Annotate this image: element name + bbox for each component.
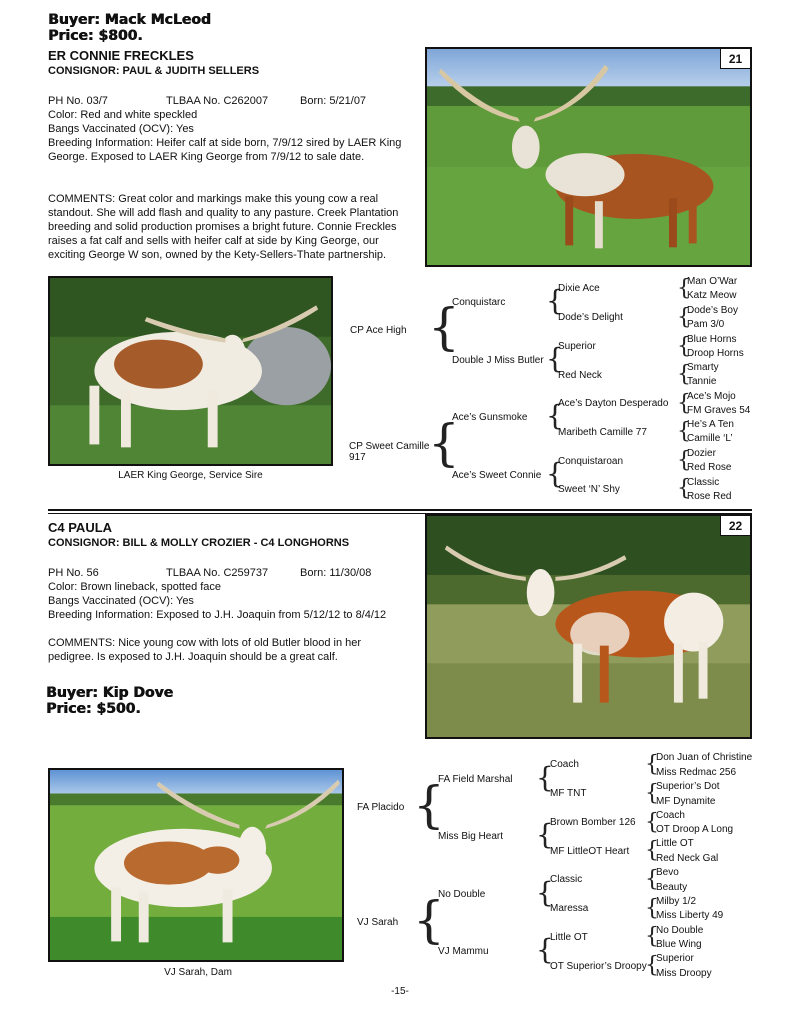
- pedigree-bracket: {: [645, 924, 659, 949]
- birth-date: Born: 5/21/07: [300, 95, 367, 107]
- animal-name: ER CONNIE FRECKLES: [48, 48, 194, 63]
- pedigree-g3: Classic: [550, 874, 583, 885]
- pedigree-bracket: {: [546, 457, 564, 490]
- pedigree-g2: Miss Big Heart: [438, 831, 504, 842]
- pedigree-bracket: {: [677, 448, 691, 473]
- pedigree-g2: Double J Miss Butler: [452, 355, 544, 366]
- pedigree-g4: Katz Meow: [687, 290, 737, 301]
- pedigree-g4: Beauty: [656, 882, 688, 893]
- pedigree-g3: Maressa: [550, 903, 589, 914]
- pedigree-bracket: {: [677, 334, 691, 359]
- pedigree-sire: FA Placido: [357, 802, 405, 813]
- pedigree-g4: Superior: [656, 953, 694, 964]
- lot-photo: [425, 47, 752, 267]
- pedigree-bracket: {: [428, 414, 460, 472]
- animal-details: [48, 94, 418, 164]
- pedigree-g3: Dixie Ace: [558, 283, 600, 294]
- bangs-vaccinated: Bangs Vaccinated (OCV): Yes: [48, 595, 194, 607]
- pedigree-g2: Ace’s Gunsmoke: [452, 412, 528, 423]
- pedigree-g4: Bevo: [656, 867, 679, 878]
- pedigree-dam: CP Sweet Camille 917: [349, 441, 430, 463]
- ph-number: PH No. 56: [48, 567, 99, 579]
- sire-photo: [48, 276, 333, 466]
- pedigree-g4: Miss Redmac 256: [656, 767, 737, 778]
- pedigree-g4: FM Graves 54: [687, 405, 751, 416]
- pedigree-bracket: {: [546, 342, 564, 375]
- birth-date: Born: 11/30/08: [300, 567, 372, 579]
- dam-photo: [48, 768, 344, 962]
- pedigree-bracket: {: [536, 818, 554, 851]
- pedigree-bracket: {: [677, 419, 691, 444]
- pedigree-bracket: {: [428, 298, 460, 356]
- pedigree-bracket: {: [677, 391, 691, 416]
- color: Color: Brown lineback, spotted face: [48, 581, 222, 593]
- pedigree-g2: Ace’s Sweet Connie: [452, 470, 542, 481]
- buyer-name: Buyer: Kip Dove: [46, 685, 174, 701]
- tlbaa-number: TLBAA No. C262007: [166, 95, 269, 107]
- pedigree-g3: OT Superior’s Droopy: [550, 961, 647, 972]
- breeding-information: Breeding Information: Exposed to J.H. Joaquin from 5/12/12 to 8/4/12: [48, 609, 387, 621]
- tlbaa-number: TLBAA No. C259737: [166, 567, 269, 579]
- pedigree-g4: He’s A Ten: [687, 419, 734, 430]
- pedigree-bracket: {: [536, 933, 554, 966]
- pedigree-g4: Blue Horns: [687, 334, 737, 345]
- sale-price: Price: $800.: [48, 28, 143, 44]
- pedigree-bracket: {: [536, 876, 554, 909]
- color: Color: Red and white speckled: [48, 109, 198, 121]
- pedigree-g4: Coach: [656, 810, 685, 821]
- pedigree-g3: Sweet ‘N’ Shy: [558, 484, 620, 495]
- pedigree-g4: Ace’s Mojo: [687, 391, 736, 402]
- pedigree-g3: Ace’s Dayton Desperado: [558, 398, 669, 409]
- pedigree-g3: MF TNT: [550, 788, 587, 799]
- pedigree-bracket: {: [645, 781, 659, 806]
- pedigree-bracket: {: [413, 891, 445, 949]
- photo-caption: VJ Sarah, Dam: [164, 967, 232, 978]
- pedigree-g2: Conquistarc: [452, 297, 506, 308]
- lot-number: 21: [720, 49, 750, 69]
- pedigree-g4: Blue Wing: [656, 939, 702, 950]
- pedigree-bracket: {: [546, 399, 564, 432]
- pedigree-sire: CP Ace High: [350, 325, 407, 336]
- pedigree-g3: Little OT: [550, 932, 588, 943]
- pedigree-bracket: {: [677, 305, 691, 330]
- pedigree-g4: Dozier: [687, 448, 716, 459]
- comments: COMMENTS: Great color and markings make this young cow a real standout. She will add flash and quality to any pasture. Creek Plantation breeding and solid production promises a bright future. Connie Freckles raises a fat calf and sells with heifer calf at side by King George, our exciting George W son, owned by the Kety-Sellers-Thate partnership.: [48, 193, 399, 261]
- pedigree-g4: Man O’War: [687, 276, 738, 287]
- lot-number: 22: [720, 516, 750, 536]
- pedigree-g3: MF LittleOT Heart: [550, 846, 630, 857]
- pedigree-g4: Little OT: [656, 838, 694, 849]
- animal-details: [48, 566, 418, 622]
- pedigree-g4: Droop Horns: [687, 348, 744, 359]
- ph-number: PH No. 03/7: [48, 95, 108, 107]
- pedigree-g2: FA Field Marshal: [438, 774, 513, 785]
- pedigree-bracket: {: [645, 752, 659, 777]
- pedigree-g4: Camille ‘L’: [687, 433, 733, 444]
- breeding-information: Breeding Information: Heifer calf at side born, 7/9/12 sired by LAER King George. Exposed to LAER King George from 7/9/12 to sale date.: [48, 137, 402, 163]
- pedigree-bracket: {: [645, 896, 659, 921]
- photo-caption: LAER King George, Service Sire: [118, 470, 263, 481]
- pedigree-dam: VJ Sarah: [357, 917, 399, 928]
- pedigree-g4: Rose Red: [687, 491, 732, 502]
- pedigree-g4: Don Juan of Christine: [656, 752, 753, 763]
- pedigree-bracket: {: [677, 476, 691, 501]
- pedigree-bracket: {: [645, 838, 659, 863]
- pedigree-g2: VJ Mammu: [438, 946, 489, 957]
- pedigree-g4: Superior’s Dot: [656, 781, 720, 792]
- pedigree-bracket: {: [677, 362, 691, 387]
- pedigree-g3: Maribeth Camille 77: [558, 427, 647, 438]
- pedigree-bracket: {: [645, 810, 659, 835]
- pedigree-g4: OT Droop A Long: [656, 824, 734, 835]
- pedigree-g4: Red Neck Gal: [656, 853, 719, 864]
- pedigree-g4: Classic: [687, 477, 720, 488]
- pedigree-g4: Dode’s Boy: [687, 305, 738, 316]
- pedigree-g4: MF Dynamite: [656, 796, 716, 807]
- sale-price: Price: $500.: [46, 701, 141, 717]
- pedigree-bracket: {: [645, 867, 659, 892]
- pedigree-g4: Pam 3/0: [687, 319, 725, 330]
- pedigree-bracket: {: [677, 276, 691, 301]
- pedigree-g4: Red Rose: [687, 462, 732, 473]
- pedigree-g3: Conquistaroan: [558, 456, 624, 467]
- pedigree-g4: Tannie: [687, 376, 717, 387]
- pedigree-bracket: {: [536, 761, 554, 794]
- lot-photo: [425, 514, 752, 739]
- section-divider: [48, 509, 752, 511]
- comments: COMMENTS: Nice young cow with lots of old Butler blood in her pedigree. Is exposed to J.H. Joaquin should be a great calf.: [48, 637, 362, 663]
- buyer-name: Buyer: Mack McLeod: [48, 12, 211, 28]
- pedigree-bracket: {: [546, 284, 564, 317]
- animal-name: C4 PAULA: [48, 520, 113, 535]
- page-number: -15-: [391, 986, 409, 997]
- pedigree-g4: Miss Liberty 49: [656, 910, 724, 921]
- consignor: CONSIGNOR: BILL & MOLLY CROZIER - C4 LONGHORNS: [48, 537, 350, 549]
- pedigree-g3: Brown Bomber 126: [550, 817, 636, 828]
- pedigree-g4: No Double: [656, 925, 704, 936]
- pedigree-g3: Dode’s Delight: [558, 312, 623, 323]
- consignor: CONSIGNOR: PAUL & JUDITH SELLERS: [48, 65, 260, 77]
- pedigree-bracket: {: [413, 776, 445, 834]
- pedigree-g2: No Double: [438, 889, 486, 900]
- pedigree-g4: Milby 1/2: [656, 896, 697, 907]
- bangs-vaccinated: Bangs Vaccinated (OCV): Yes: [48, 123, 194, 135]
- pedigree-g4: Smarty: [687, 362, 719, 373]
- pedigree-g3: Superior: [558, 341, 596, 352]
- pedigree-g3: Coach: [550, 759, 579, 770]
- pedigree-g3: Red Neck: [558, 370, 602, 381]
- pedigree-bracket: {: [645, 953, 659, 978]
- pedigree-g4: Miss Droopy: [656, 968, 712, 979]
